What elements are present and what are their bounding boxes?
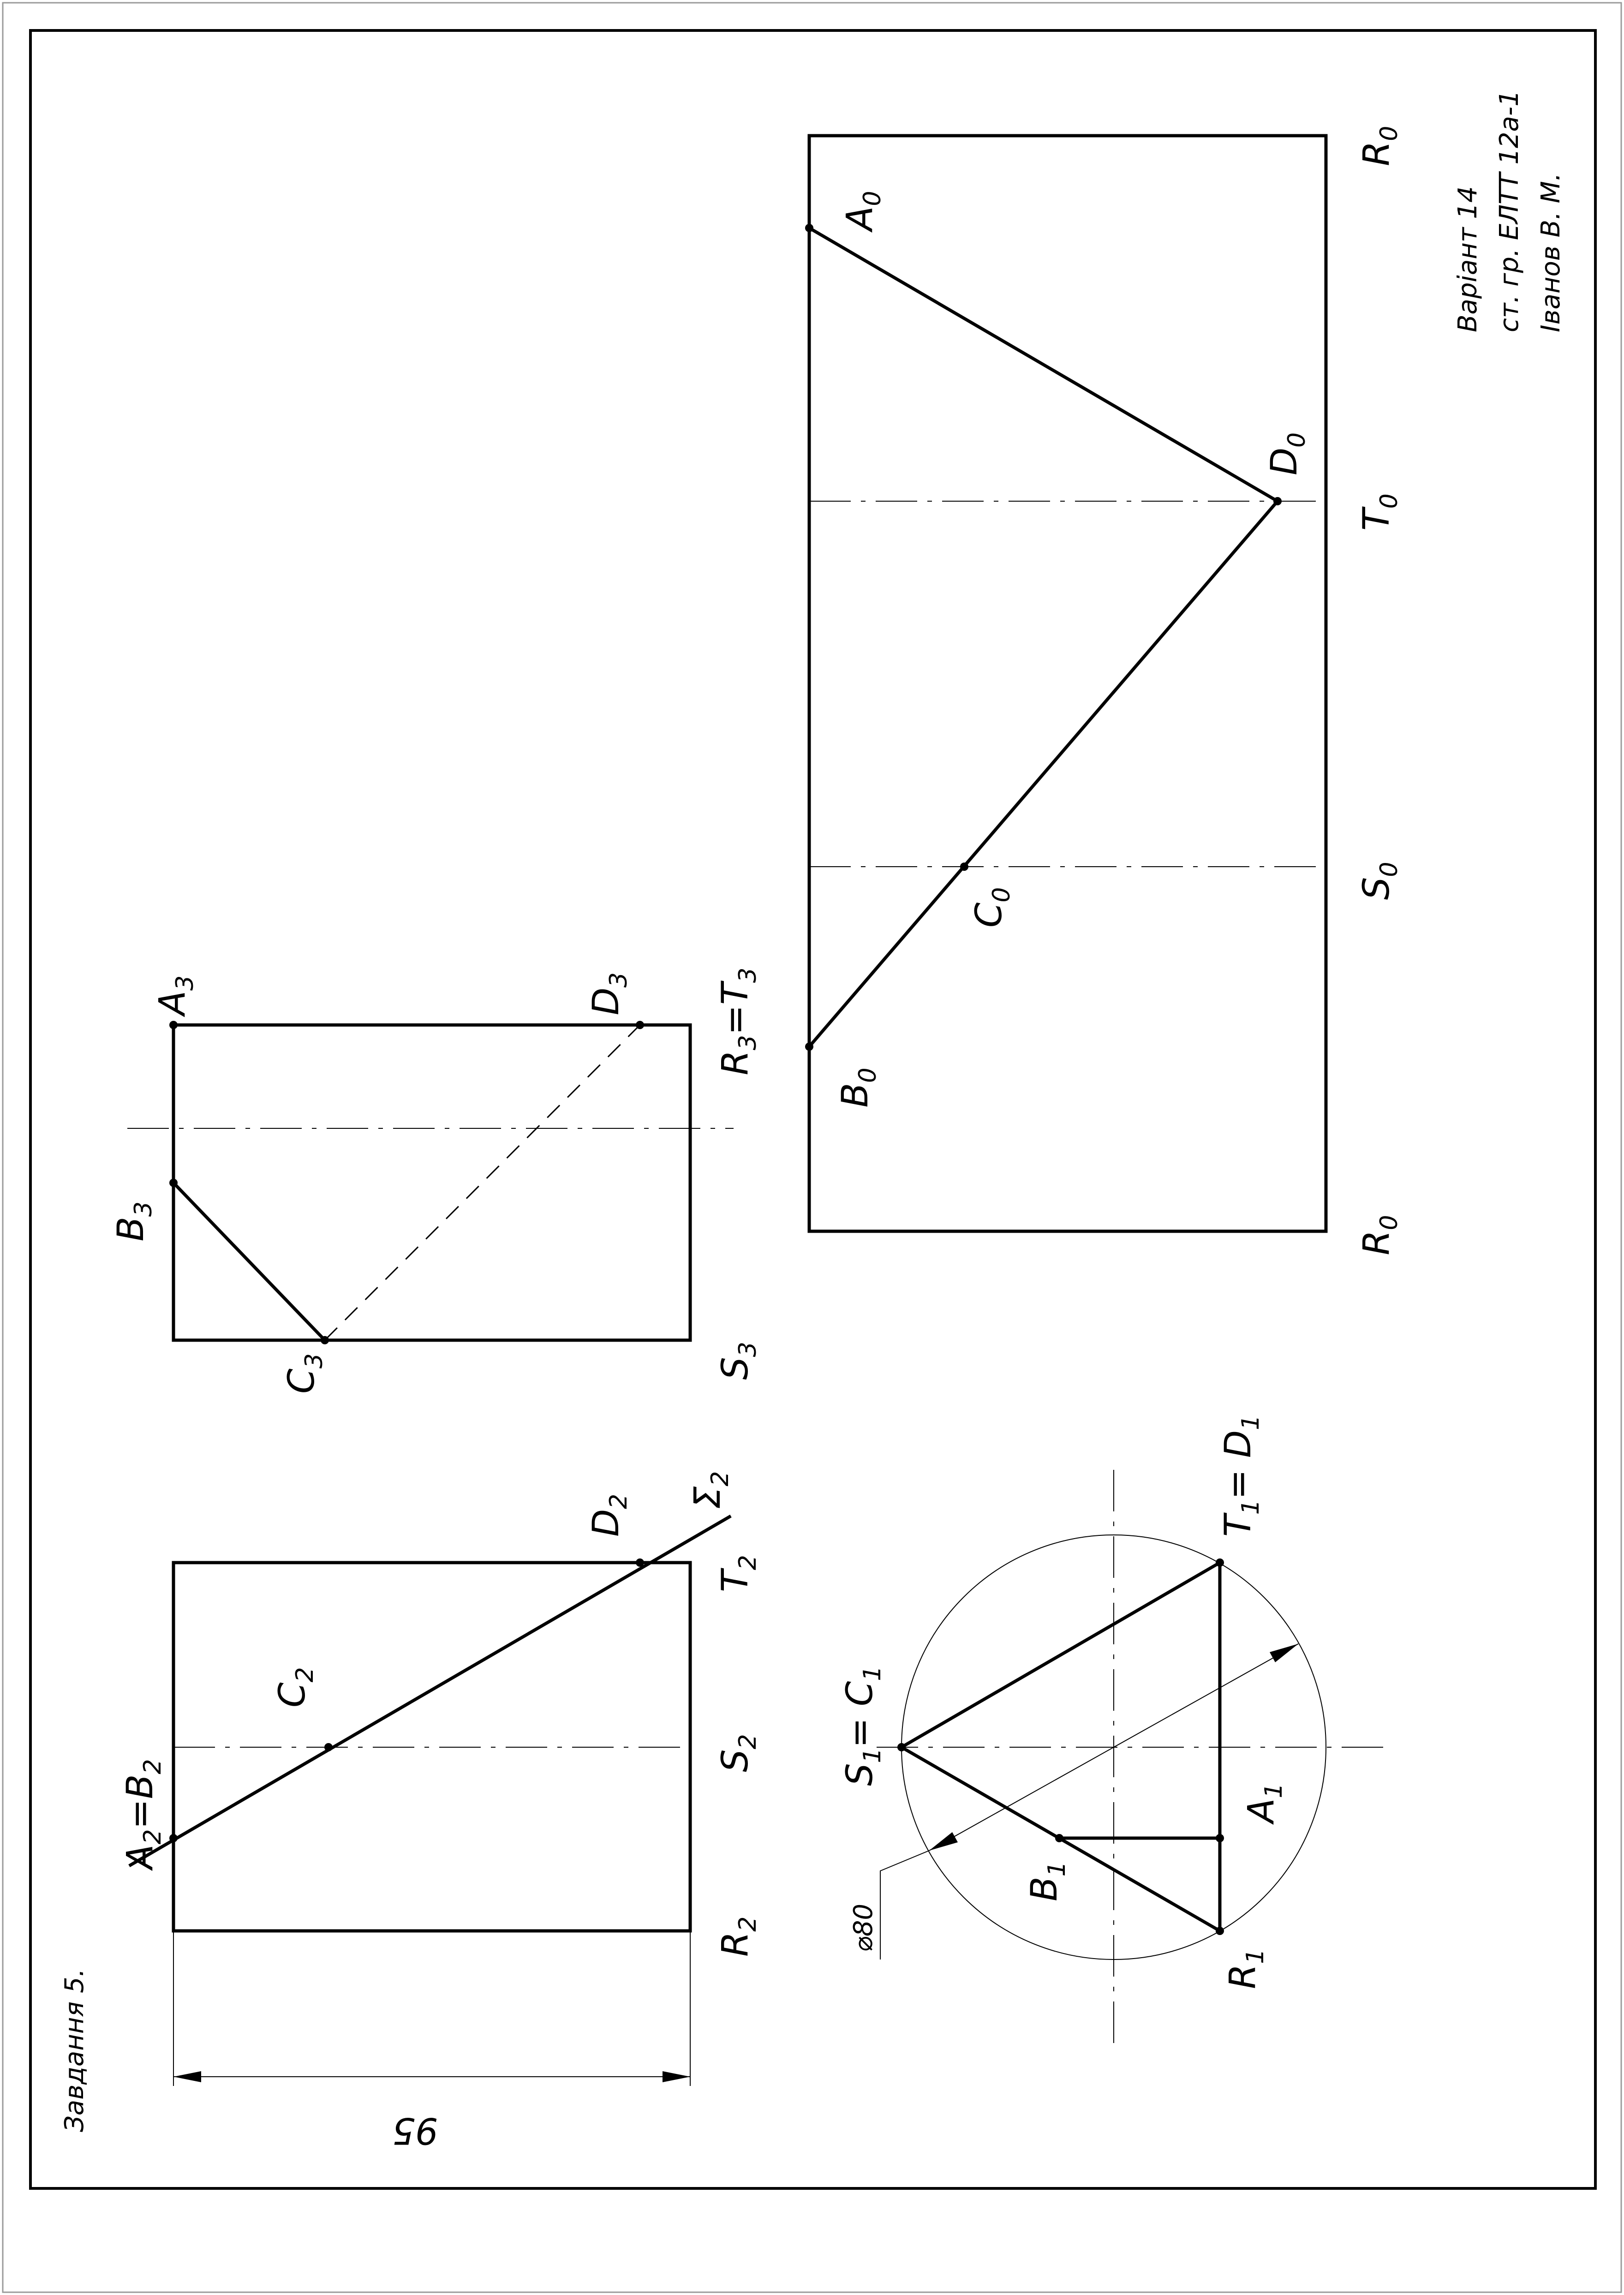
point-s1 [897, 1743, 906, 1751]
task-title [60, 1969, 90, 2132]
svg-text:B3: $B_3$ [110, 1201, 157, 1241]
point-a0 [805, 224, 813, 232]
svg-text:S1= C1: $S_1= C_1$ [839, 1666, 886, 1786]
point-b1 [1055, 1834, 1063, 1842]
label-r3-t3 [715, 968, 762, 1075]
point-d2 [636, 1558, 644, 1567]
point-b3 [169, 1179, 178, 1187]
diameter-label [848, 1904, 878, 1952]
svg-text:A1: $A_1$ [1241, 1783, 1288, 1823]
svg-text:A2=B2: $A_2=B_2$ [119, 1759, 167, 1869]
svg-text:D0: $D_0$ [1264, 432, 1311, 475]
svg-text:T2: $T_2$ [715, 1555, 762, 1592]
dimension-label-95 [392, 2109, 438, 2151]
point-d0 [1273, 497, 1282, 505]
svg-text:A3: $A_3$ [152, 975, 199, 1015]
label-t1-d1 [1218, 1415, 1265, 1537]
point-a2 [169, 1834, 178, 1842]
svg-text:D3: $D_3$ [585, 972, 633, 1015]
svg-text:R2: $R_2$ [715, 1916, 762, 1957]
svg-text:R3=T3: $R_3=T_3$ [715, 967, 762, 1075]
svg-text:D2: $D_2$ [585, 1493, 633, 1537]
author-group: ст. гр. ЕЛТТ 12а-1 [1494, 90, 1524, 332]
label-s1-c1 [839, 1666, 886, 1786]
point-c3 [321, 1336, 329, 1344]
svg-text:S0: $S_0$ [1356, 862, 1403, 900]
svg-text:C3: $C_3$ [281, 1353, 328, 1394]
svg-text:T0: $T_0$ [1356, 493, 1403, 531]
author-name: Іванов В. М. [1536, 173, 1566, 332]
point-c2 [324, 1743, 333, 1751]
label-a2-b2 [119, 1759, 167, 1871]
svg-text:T1= D1: $T_1= D_1$ [1218, 1414, 1265, 1537]
point-c0 [960, 863, 968, 871]
svg-text:B1: $B_1$ [1024, 1861, 1071, 1901]
svg-text:S3: $S_3$ [715, 1342, 762, 1380]
svg-text:A0: $A_0$ [839, 191, 886, 231]
svg-text:R0: $R_0$ [1356, 126, 1403, 166]
svg-text:B0: $B_0$ [835, 1067, 882, 1108]
point-t1 [1216, 1558, 1224, 1567]
point-d3 [636, 1021, 644, 1029]
point-a1 [1216, 1834, 1224, 1842]
svg-text:C2: $C_2$ [272, 1667, 319, 1708]
point-b0 [805, 1043, 813, 1051]
svg-text:R1: $R_1$ [1222, 1948, 1269, 1989]
svg-text:95: 95 [392, 2109, 438, 2151]
author-variant: Варіант 14 [1453, 186, 1483, 332]
svg-text:R0: $R_0$ [1356, 1215, 1403, 1255]
svg-text:S2: $S_2$ [715, 1734, 762, 1772]
svg-text:Завдання 5.: Завдання 5. [60, 1968, 90, 2132]
point-r1 [1216, 1927, 1224, 1935]
svg-text:Σ2: $\Sigma_2$ [687, 1471, 734, 1509]
svg-text:⌀80: ⌀80 [848, 1904, 878, 1952]
svg-text:C0: $C_0$ [968, 887, 1015, 928]
point-a3 [169, 1021, 178, 1029]
